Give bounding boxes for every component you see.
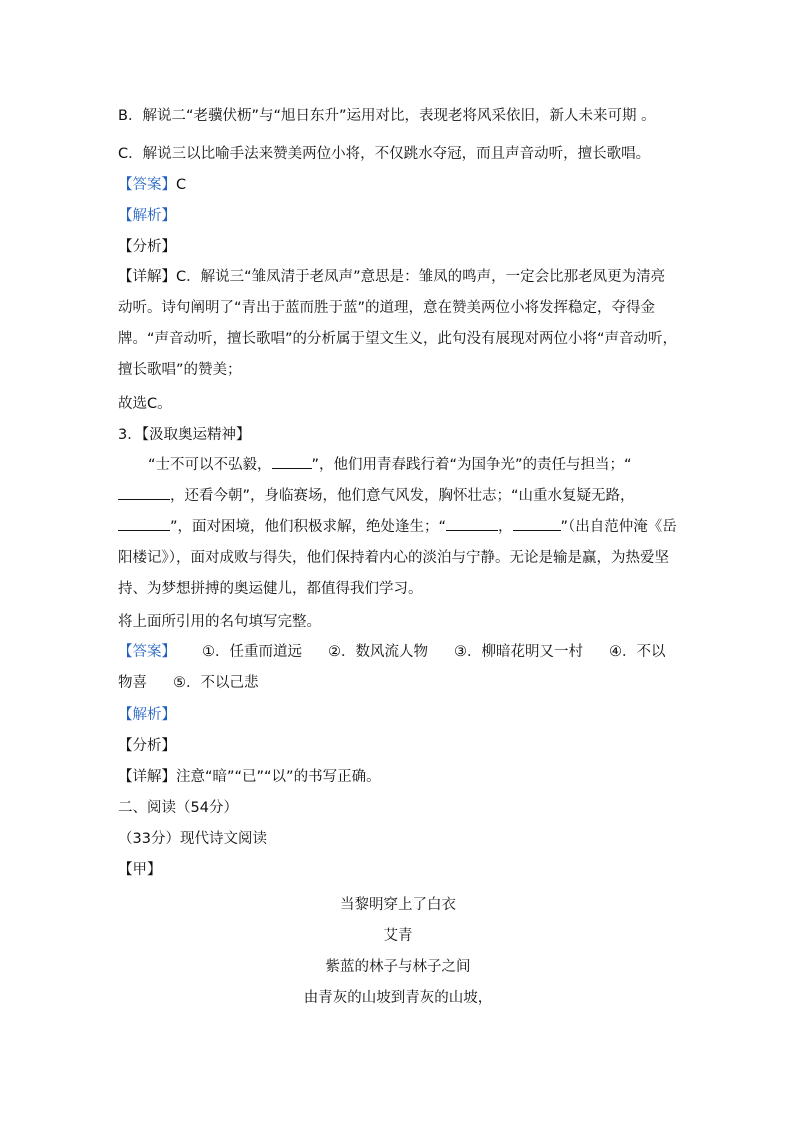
fill-blank-4[interactable] — [446, 516, 498, 531]
fenxi-tag: 【分析】 — [118, 239, 176, 255]
answer-value: C — [176, 177, 187, 193]
q3-instruction: 将上面所引用的名句填写完整。 — [118, 614, 321, 630]
q3-fenxi-tag — [118, 736, 678, 756]
passage-part: ，还看今朝”，身临赛场，他们意气风发，胸怀壮志；“山重水复疑无路， — [170, 488, 635, 504]
fill-blank-5[interactable] — [513, 516, 561, 531]
section-jia: 【甲】 — [118, 862, 162, 878]
fenxi-tag: 【分析】 — [118, 738, 176, 754]
answer-tag: 【答案】 — [118, 177, 176, 193]
passage-part: ”，他们用青春践行着“为国争光”的责任与担当；“ — [311, 457, 632, 473]
analysis-tag: 【解析】 — [118, 707, 176, 723]
answer-item: ②．数风流人物 — [328, 644, 428, 660]
section-title: 二、阅读（54分） — [118, 800, 238, 816]
fill-blank-1[interactable] — [272, 454, 312, 469]
q3-heading: 3．【汲取奥运精神】 — [118, 427, 251, 443]
poem-line-1: 紫蓝的林子与林子之间 — [325, 959, 471, 975]
analysis-tag: 【解析】 — [118, 208, 176, 224]
poem-line-2: 由青灰的山坡到青灰的山坡， — [303, 990, 493, 1006]
detail-text: C．解说三“雏凤清于老凤声”意思是：雏凤的鸣声，一定会比那老凤更为清亮动听。诗句阐明了“青出于蓝而胜于蓝”的道理，意在赞美两位小将发挥稳定，夺得金牌。“声音动听，擅长歌唱”的分析属于望文生义，此句没有展现对两位小将“声音动听，擅长歌唱”的赞美； — [118, 269, 678, 378]
passage-part: “士不可以不弘毅， — [148, 457, 272, 473]
poem-title: 当黎明穿上了白衣 — [340, 897, 456, 913]
option-b: B．解说二“老骥伏枥”与“旭日东升”运用对比，表现老将风采依旧，新人未来可期 。 — [118, 108, 656, 124]
q3-passage — [118, 450, 678, 605]
answer-item: ④．不以物喜 — [118, 644, 666, 691]
q3-analysis-tag — [118, 705, 678, 725]
fill-blank-3[interactable] — [118, 516, 170, 531]
answer-item: ①．任重而道远 — [202, 644, 302, 660]
poem-author: 艾青 — [383, 928, 413, 944]
answer-item: ⑤．不以己悲 — [173, 675, 259, 691]
q3-detail — [118, 767, 678, 787]
q2-detail — [118, 262, 678, 386]
q3-answer — [118, 637, 678, 699]
q2-fenxi-tag — [118, 237, 678, 257]
passage-part: ”，面对困境，他们积极求解，绝处逢生；“ — [170, 519, 447, 535]
answer-item: ③．柳暗花明又一村 — [454, 644, 583, 660]
q2-answer — [118, 175, 678, 195]
passage-part: ”（出自范仲淹《岳阳楼记》），面对成败与得失，他们保持着内心的淡泊与宁静。无论是输是赢，为热爱坚持、为梦想拼搏的奥运健儿，都值得我们学习。 — [118, 519, 677, 597]
detail-text: 注意“暗”“已”“以”的书写正确。 — [176, 769, 381, 785]
option-c: C．解说三以比喻手法来赞美两位小将，不仅跳水夺冠，而且声音动听，擅长歌唱。 — [118, 146, 651, 162]
detail-tag: 【详解】 — [118, 269, 176, 285]
detail-tag: 【详解】 — [118, 769, 176, 785]
section-subtitle: （33分）现代诗文阅读 — [118, 831, 267, 847]
answer-tag: 【答案】 — [118, 644, 176, 660]
q2-conclusion: 故选C。 — [118, 396, 172, 412]
fill-blank-2[interactable] — [118, 485, 170, 500]
passage-part: ， — [498, 519, 513, 535]
q2-analysis-tag — [118, 206, 678, 226]
